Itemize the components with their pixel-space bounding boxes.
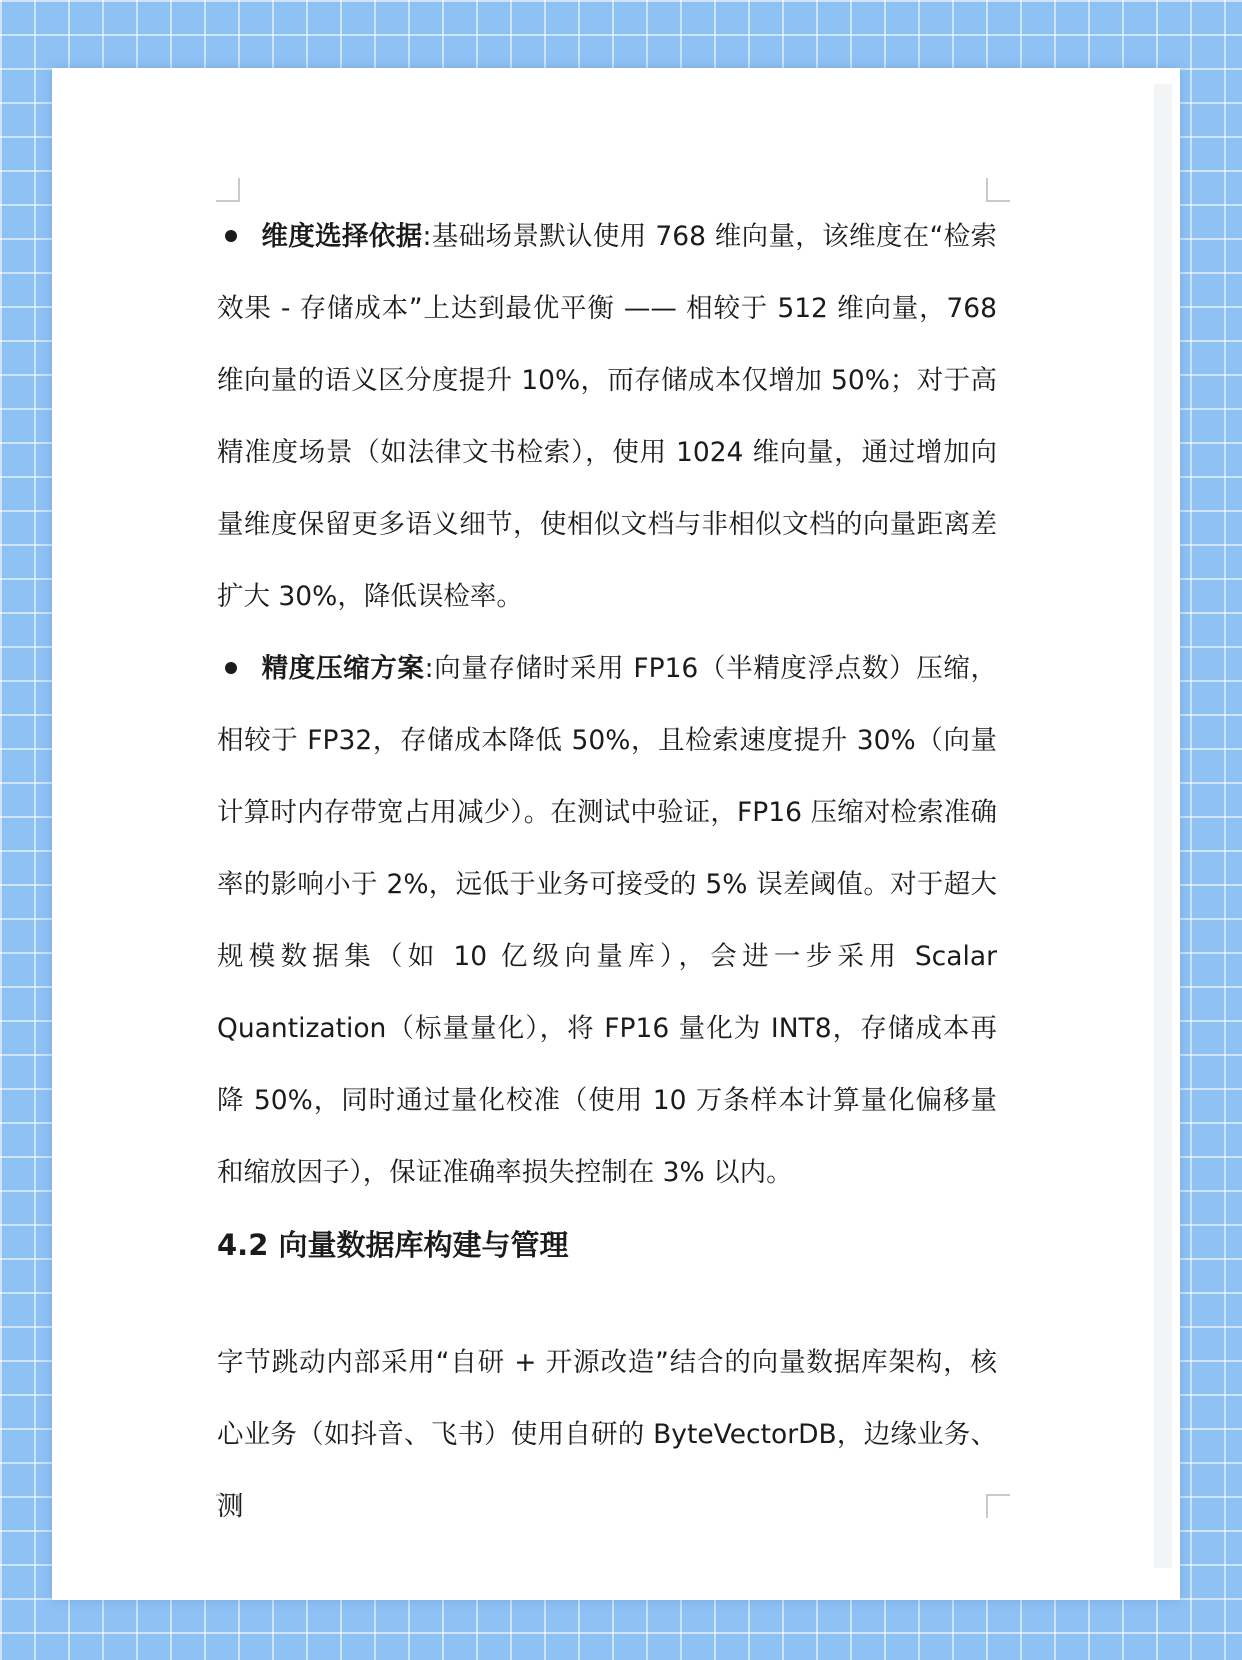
crop-mark-top-left — [216, 178, 240, 202]
bullet-precision-compression — [217, 633, 997, 1209]
section-paragraph: 字节跳动内部采用“自研 + 开源改造”结合的向量数据库架构，核心业务（如抖音、飞书）使用自研的 ByteVectorDB，边缘业务、测 — [217, 1347, 997, 1522]
bullet-title: 维度选择依据 — [261, 221, 423, 252]
document-page — [52, 68, 1180, 1600]
bullet-dimension-selection — [217, 201, 997, 633]
page-edge-shadow — [1154, 84, 1172, 1568]
bullet-separator: : — [422, 221, 432, 252]
bullet-title: 精度压缩方案 — [261, 653, 425, 684]
bullet-dot-icon — [225, 230, 237, 242]
bullet-text: 向量存储时采用 FP16（半精度浮点数）压缩，相较于 FP32，存储成本降低 50%，且检索速度提升 30%（向量计算时内存带宽占用减少）。在测试中验证，FP16 压缩对检索准确率的影响小于 2%，远低于业务可接受的 5% 误差阈值。对于超大规模数据集（如 10 亿级向量库），会进一步采用 Scalar Quantization（标量量化），将 FP16 量化为 INT8，存储成本再降 50%，同时通过量化校准（使用 10 万条样本计算量化偏移量和缩放因子），保证准确率损失控制在 3% 以内。 — [217, 653, 997, 1188]
bullet-dot-icon — [225, 662, 237, 674]
crop-mark-top-right — [986, 178, 1010, 202]
section-heading: 4.2 向量数据库构建与管理 — [217, 1228, 569, 1262]
bullet-text: 基础场景默认使用 768 维向量，该维度在“检索效果 - 存储成本”上达到最优平衡 —— 相较于 512 维向量，768 维向量的语义区分度提升 10%，而存储成本仅增加 50%；对于高精准度场景（如法律文书检索），使用 1024 维向量，通过增加向量维度保留更多语义细节，使相似文档与非相似文档的向量距离差扩大 30%，降低误检率。 — [217, 221, 998, 612]
bullet-separator: : — [424, 653, 434, 684]
document-content — [217, 201, 997, 1543]
